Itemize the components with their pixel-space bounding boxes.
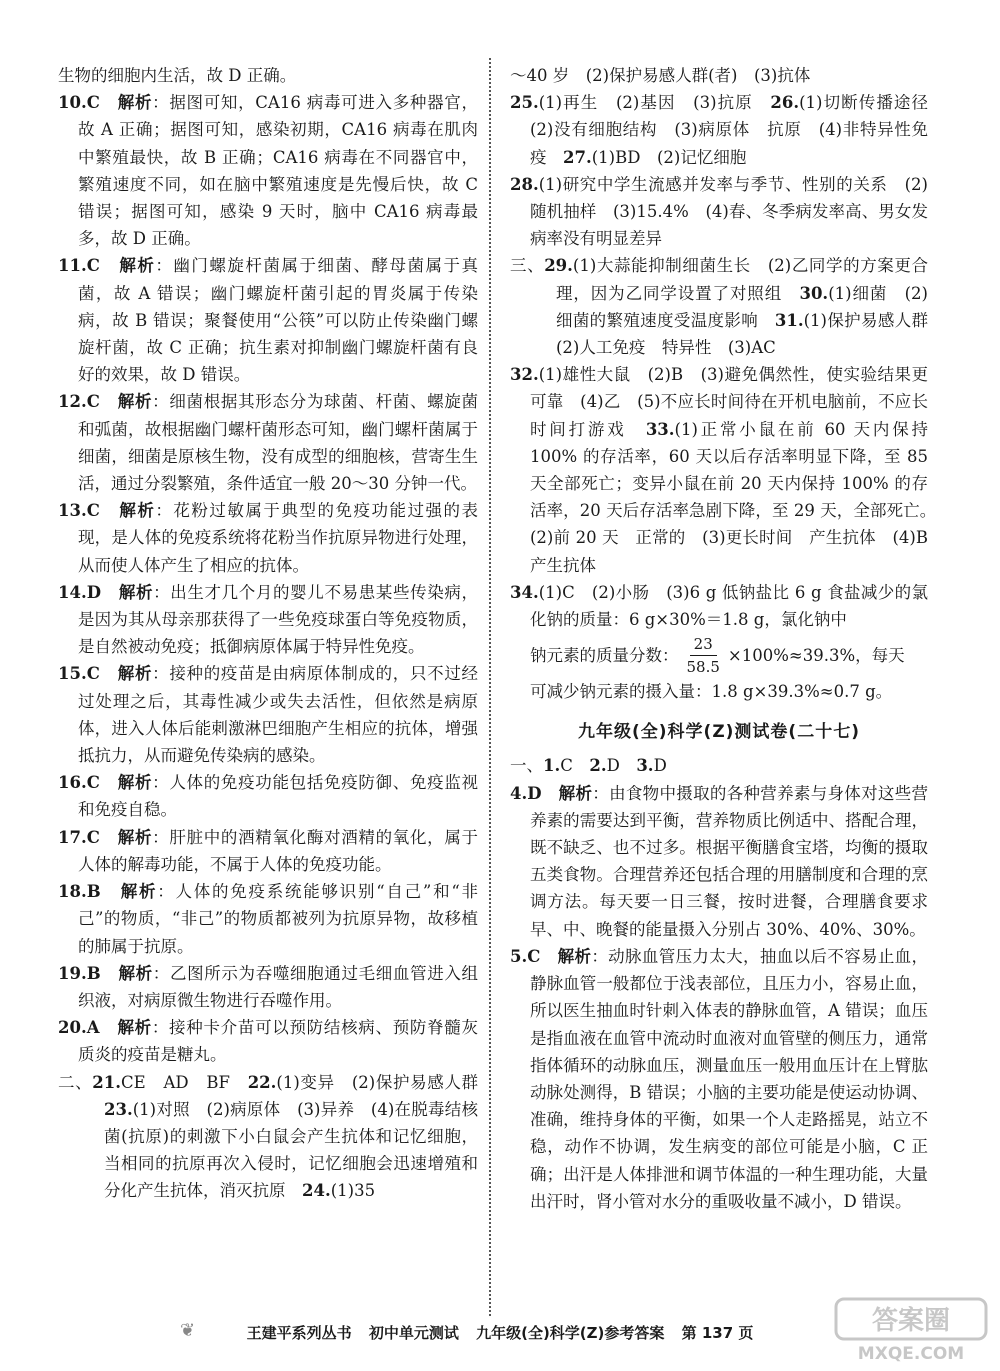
answer-text: (1)切断传播途径 (2)没有细胞结构 (3)病原体 抗原 (4)非特异性免疫 [530,93,945,167]
right-column [510,62,945,1215]
question-number: 4. [510,783,528,803]
question-number: 30. [799,283,829,303]
question-number: 34. [510,582,539,602]
footer-page-number: 第 137 页 [681,1324,754,1342]
footer-subject: 九年级(全)科学(Z)参考答案 [476,1324,665,1342]
answer-choice: D [86,582,102,602]
analysis-label: 解析 [117,773,153,793]
question-number: 13. [58,501,87,521]
footer-series: 王建平系列丛书 [246,1324,352,1342]
answer-choice: B [86,882,101,902]
analysis-label: 解析 [117,827,153,847]
answer-item [58,252,478,388]
question-number: 16. [58,773,87,793]
answer-choice: C [86,827,100,847]
analysis-text: ：人体的免疫系统能够识别“自己”和“非己”的物质，“非己”的物质都被列为抗原异物，故移植的肺属于抗原。 [78,882,479,956]
watermark-logo [832,1295,992,1365]
answer-group [510,252,945,361]
answer-text: (1)C (2)小肠 (3)6 g 低钠盐比 6 g 食盐减少的氯化钠的质量：6 g×30%＝1.8 g，氯化钠中 [530,582,928,630]
answer-text: (1)变异 (2)保护易感人群 [276,1072,495,1092]
question-number: 21. [92,1072,121,1092]
answer-item [58,388,478,497]
analysis-text: ：人体的免疫功能包括免疫防御、免疫监视和免疫自稳。 [78,773,479,820]
answer-text: (1)对照 (2)病原体 (3)异养 (4)在脱毒结核菌(抗原)的刺激下小白鼠会产生抗体和记忆细胞，当相同的抗原再次入侵时，记忆细胞会迅速增殖和分化产生抗体，消灭抗原 [104,1099,478,1201]
answer-text: (1)大蒜能抑制细菌生长 (2)乙同学的方案更合理，因为乙同学设置了对照组 [556,256,929,303]
answer-continuation [510,62,928,89]
answer-item [510,780,928,943]
answer-item-34 [510,579,928,706]
answer-text: C [560,756,590,776]
answer-text: D [606,756,637,776]
analysis-text: ：肝脏中的酒精氧化酶对酒精的氧化，属于人体的解毒功能，不属于人体的免疫功能。 [78,827,479,874]
answer-choice: C [86,256,100,276]
answer-text: 生物的细胞内生活，故 D 正确。 [58,66,297,85]
question-number: 22. [247,1072,277,1092]
watermark-url: MXQE.COM [857,1344,965,1364]
analysis-label: 解析 [118,582,154,602]
question-number: 14. [58,582,87,602]
analysis-text: ：乙图所示为吞噬细胞通过毛细血管进入组织液，对病原微生物进行吞噬作用。 [78,963,479,1010]
section-prefix: 二、 [58,1072,93,1092]
watermark-text: 答案圈 [871,1306,951,1336]
answer-choice: B [86,963,101,983]
fraction [683,633,724,678]
question-number: 31. [774,310,804,330]
answer-text: (1)研究中学生流感并发率与季节、性别的关系 (2)随机抽样 (3)15.4% (4)春、冬季病发率高、男女发病率没有明显差异 [530,174,928,249]
question-number: 15. [58,664,87,684]
analysis-label: 解析 [119,256,156,276]
analysis-label: 解析 [117,664,153,684]
answer-item [510,943,928,1215]
analysis-text: ：细菌根据其形态分为球菌、杆菌、螺旋菌和弧菌，故根据幽门螺杆菌形态可知，幽门螺杆菌属于细菌，细菌是原核生物，没有成型的细胞核，营寄生生活，通过分裂繁殖，条件适宜一般 20～30 分钟一代。 [78,392,479,494]
answer-item [58,497,478,579]
analysis-label: 解析 [117,392,153,412]
answer-item [58,660,478,769]
analysis-label: 解析 [558,783,593,803]
answer-text: (1)BD (2)记忆细胞 [591,147,747,167]
answer-text: D [653,756,667,776]
analysis-label: 解析 [117,1018,152,1038]
answer-choice: C [527,946,541,966]
question-number: 19. [58,963,87,983]
answer-text: (1)再生 (2)基因 (3)抗原 [538,93,771,113]
answer-text: (1)雄性大鼠 (2)B (3)避免偶然性，使实验结果更可靠 (4)乙 (5)不应长时间待在开机电脑前，不应长时间打游戏 [530,365,928,439]
answer-text: (1)35 [330,1181,376,1201]
answer-text: CE AD BF [121,1072,248,1092]
question-number: 32. [510,365,539,385]
answer-text: 可减少钠元素的摄入量：1.8 g×39.3%≈0.7 g。 [530,682,893,702]
question-number: 12. [58,392,87,412]
question-number: 29. [544,256,573,276]
answer-continuation [58,62,478,89]
answer-item [58,960,478,1014]
answer-line [510,579,928,633]
answer-text: ～40 岁 (2)保护易感人群(者) (3)抗体 [510,66,811,85]
analysis-label: 解析 [557,946,592,966]
answer-text: (1)保护易感人群 (2)人工免疫 特异性 (3)AC [556,310,945,358]
analysis-text: ：据图可知，CA16 病毒可进入多种器官，故 A 正确；据图可知，感染初期，CA16 病毒在肌肉中繁殖最快，故 B 正确；CA16 病毒在不同器官中，繁殖速度不同，如在脑中繁殖速度是先慢后快，故 C 错误；据图可知，感染 9 天时，脑中 CA16 病毒最多，故 D 正确。 [78,93,479,249]
answer-text: (1)正常小鼠在前 60 天内保持 100% 的存活率，60 天以后存活率明显下降，至 85 天全部死亡；变异小鼠在前 20 天内保持 100% 的存活率，20 天后存活率急剧下降，至 29 天，全部死亡。 (2)前 20 天 正常的 (3)更长时间 产生抗体 (4)B 产生抗体 [530,419,945,575]
answer-text: ×100%≈39.3%，每天 [727,646,905,666]
analysis-text: ：幽门螺旋杆菌属于细菌、酵母菌属于真菌，故 A 错误；幽门螺旋杆菌引起的胃炎属于传染病，故 B 错误；聚餐使用“公筷”可以防止传染幽门螺旋杆菌，故 C 正确；抗生素对抑制幽门螺旋杆菌有良好的效果，故 D 错误。 [78,256,479,385]
question-number: 28. [510,174,539,194]
analysis-label: 解析 [117,93,153,113]
test-title: 九年级(全)科学(Z)测试卷(二十七) [578,722,860,743]
analysis-text: ：接种的疫苗是由病原体制成的，只不过经过处理之后，其毒性减少或失去活性，但依然是病原体，进入人体后能刺激淋巴细胞产生相应的抗体，增强抵抗力，从而避免传染病的感染。 [78,664,479,766]
analysis-text: ：接种卡介苗可以预防结核病、预防脊髓灰质炎的疫苗是糖丸。 [78,1018,478,1065]
question-number: 23. [104,1099,133,1119]
analysis-text: ：动脉血管压力太大，抽血以后不容易止血，静脉血管一般都位于浅表部位，且压力小，容易止血，所以医生抽血时针刺入体表的静脉血管，A 错误；血压是指血液在血管中流动时血液对血管壁的侧压力，通常指体循环的动脉血压，测量血压一般用血压计在上臂肱动脉处测得，B 错误；小脑的主要功能是使运动协调、准确，维持身体的平衡，如果一个人走路摇晃，站立不稳，动作不协调，发生病变的部位可能是小脑，C 正确；出汗是人体排泄和调节体温的一种生理功能，大量出汗时，肾小管对水分的重吸收量不减小，D 错误。 [530,946,929,1211]
left-column [58,62,495,1205]
answer-item [58,769,478,823]
question-number: 1. [543,756,561,776]
footer-book: 初中单元测试 [368,1324,459,1342]
section-answers [58,1069,495,1205]
question-number: 11. [58,256,87,276]
answer-choice: C [86,392,100,412]
answer-choice: D [527,783,542,803]
answer-group [510,89,945,171]
analysis-label: 解析 [118,963,153,983]
answer-choice: C [86,664,100,684]
question-number: 26. [770,93,800,113]
analysis-text: ：由食物中摄取的各种营养素与身体对这些营养素的需要达到平衡，营养物质比例适中、搭配合理，既不缺乏、也不过多。根据平衡膳食宝塔，均衡的摄取五类食物。合理营养还包括合理的用膳制度和合理的烹调方法。每天要一日三餐，按时进餐，合理膳食要求早、中、晚餐的能量摄入分别占 30%、40%、30%。 [530,783,929,939]
question-number: 27. [563,147,592,167]
analysis-text: ：花粉过敏属于典型的免疫功能过强的表现，是人体的免疫系统将花粉当作抗原异物进行处理，从而使人体产生了相应的抗体。 [78,501,479,575]
answer-group [510,361,945,579]
question-number: 25. [510,93,539,113]
question-number: 3. [636,756,654,776]
answer-choice: C [86,501,100,521]
answer-item [58,824,478,878]
question-number: 2. [589,756,607,776]
question-number: 10. [58,93,87,113]
question-number: 24. [302,1181,331,1201]
answer-line [510,678,928,705]
analysis-label: 解析 [119,501,156,521]
section-prefix: 三、 [510,256,545,276]
section-prefix: 一、 [510,756,543,776]
question-number: 17. [58,827,87,847]
answer-choice: C [86,773,100,793]
analysis-text: ：出生才几个月的婴儿不易患某些传染病，是因为其从母亲那获得了一些免疫球蛋白等免疫物质，是自然被动免疫；抵御病原体属于特异性免疫。 [78,582,479,657]
answer-choice: A [86,1018,100,1038]
question-number: 33. [645,419,675,439]
answer-group [510,171,928,253]
question-number: 18. [58,882,87,902]
analysis-label: 解析 [120,882,158,902]
fraction-denominator: 58.5 [686,658,720,677]
formula-line [510,633,928,678]
answer-text: (1)细菌 (2)细菌的繁殖速度受温度影响 [556,283,928,330]
question-number: 5. [510,946,528,966]
answer-item [58,878,478,960]
answer-item [58,1014,478,1068]
column-divider [489,58,491,1316]
question-number: 20. [58,1018,87,1038]
answer-text: 钠元素的质量分数： [530,646,679,666]
footer-ornament-left: ❦ [180,1320,196,1341]
section-answers [510,752,928,779]
fraction-numerator: 23 [690,633,717,656]
answer-item [58,89,478,252]
answer-item [58,579,478,661]
answer-choice: C [86,93,100,113]
